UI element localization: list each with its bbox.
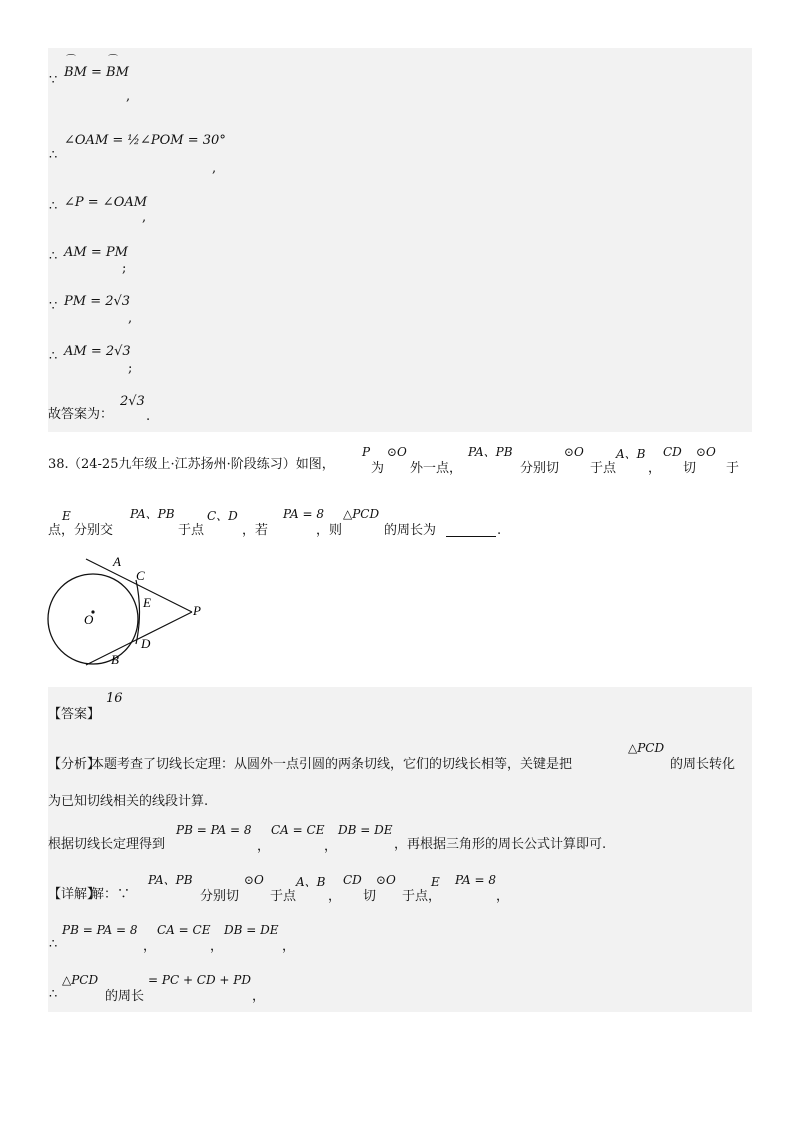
label-d: D — [141, 636, 151, 651]
detail2-pb-pa: PB = PA = 8 — [62, 923, 138, 937]
therefore-symbol: ∴ — [49, 349, 58, 364]
q-points-ab: A、B — [616, 447, 646, 461]
q-yudian-2: 于点 — [178, 523, 205, 538]
answer-tail: . — [146, 409, 151, 424]
line4-tail: ; — [122, 261, 127, 276]
detail-comma-1: ， — [328, 889, 342, 904]
q-pa-pb: PA、PB — [468, 445, 513, 459]
q-qie: 切 — [683, 461, 697, 476]
because-symbol: ∵ — [49, 73, 58, 88]
q-pa-pb-2: PA、PB — [130, 507, 175, 521]
detail-point-e: E — [431, 875, 440, 889]
label-a: A — [113, 554, 121, 569]
detail-pa-eq-8: PA = 8 — [455, 873, 496, 887]
analysis-comma-2: ， — [324, 839, 338, 854]
line5-tail: , — [128, 311, 133, 326]
analysis-comma-1: ， — [257, 839, 271, 854]
q-ze: ，则 — [316, 523, 343, 538]
arc-bm-2: B ⌒ M — [106, 55, 129, 80]
q-yu: 于 — [726, 461, 740, 476]
therefore-symbol: ∴ — [49, 249, 58, 264]
line6-tail: ; — [128, 361, 133, 376]
q-circle-o-3: ⊙O — [696, 445, 716, 459]
line3-tail: , — [142, 210, 147, 225]
label-c: C — [136, 568, 145, 583]
analysis-triangle-pcd: △PCD — [628, 741, 665, 755]
q-comma: ， — [648, 461, 662, 476]
detail-jie: 解：∵ — [91, 887, 131, 902]
question-source: （24-25九年级上·江苏扬州·阶段练习）如图， — [68, 457, 335, 472]
detail2-comma-3: ， — [282, 939, 296, 954]
question-number: 38. — [48, 457, 69, 472]
geometry-figure — [40, 552, 210, 672]
detail-yudian-2: 于点， — [402, 889, 442, 904]
q-end-period: . — [497, 523, 502, 538]
analysis-expr-pb-pa: PB = PA = 8 — [176, 823, 252, 837]
q-ruo: ，若 — [242, 523, 269, 538]
analysis-text-4: 根据切线长定理得到 — [48, 837, 166, 852]
detail-label: 【详解】 — [48, 887, 101, 902]
analysis-expr-ca-ce: CA = CE — [271, 823, 325, 837]
q-pa-eq-8: PA = 8 — [283, 507, 324, 521]
arc-equation — [64, 55, 129, 80]
detail-fenbieqie: 分别切 — [200, 889, 240, 904]
label-o: O — [84, 612, 94, 627]
analysis-label: 【分析】 — [48, 757, 101, 772]
detail-qie: 切 — [363, 889, 377, 904]
answer-label: 【答案】 — [48, 707, 101, 722]
q-waiyidian: 外一点， — [410, 461, 463, 476]
am-value-expression: AM = 2√3 — [64, 344, 131, 359]
equals-sign: = — [91, 65, 107, 80]
q-circle-o-1: ⊙O — [387, 445, 407, 459]
q-zhouchang: 的周长为 — [384, 523, 437, 538]
analysis-expr-db-de: DB = DE — [338, 823, 393, 837]
q-fenbieqie: 分别切 — [520, 461, 560, 476]
detail2-db-de: DB = DE — [224, 923, 279, 937]
detail3-de-zhouchang: 的周长 — [105, 989, 145, 1004]
angle-p-expression: ∠P = ∠OAM — [64, 195, 148, 210]
answer-block-value: 16 — [106, 691, 123, 706]
q-yudian: 于点 — [590, 461, 617, 476]
detail-cd: CD — [343, 873, 362, 887]
solution-panel-top — [48, 48, 752, 432]
q-circle-o-2: ⊙O — [564, 445, 584, 459]
answer-blank — [446, 536, 496, 537]
label-b: B — [111, 652, 119, 667]
angle-oam-expression: ∠OAM = ½∠POM = 30° — [64, 133, 226, 148]
am-pm-expression: AM = PM — [64, 245, 128, 260]
answer-value: 2√3 — [120, 394, 145, 409]
detail3-triangle-pcd: △PCD — [62, 973, 99, 987]
q-cd: CD — [663, 445, 682, 459]
detail-circle-o-2: ⊙O — [376, 873, 396, 887]
therefore-symbol: ∴ — [49, 148, 58, 163]
analysis-text-3: 为已知切线相关的线段计算. — [48, 794, 209, 809]
analysis-text-2: 的周长转化 — [670, 757, 736, 772]
q-point-p: P — [362, 445, 371, 459]
label-e: E — [143, 595, 151, 610]
detail2-ca-ce: CA = CE — [157, 923, 211, 937]
detail-points-ab: A、B — [296, 875, 326, 889]
arc-bm-1: B ⌒ M — [64, 55, 87, 80]
pm-value-expression: PM = 2√3 — [64, 294, 131, 309]
q-points-cd: C、D — [207, 509, 238, 523]
q-dian-fenbiejiao: 点，分别交 — [48, 523, 114, 538]
detail2-comma-1: ， — [143, 939, 157, 954]
detail-yudian: 于点 — [270, 889, 297, 904]
detail3-therefore: ∴ — [49, 987, 58, 1002]
answer-prefix: 故答案为： — [48, 407, 114, 422]
because-symbol: ∵ — [49, 299, 58, 314]
detail3-perimeter-expr: = PC + CD + PD — [148, 973, 251, 987]
detail-circle-o: ⊙O — [244, 873, 264, 887]
label-p: P — [193, 603, 201, 618]
detail2-therefore: ∴ — [49, 937, 58, 952]
line2-tail: , — [212, 161, 217, 176]
detail-pa-pb: PA、PB — [148, 873, 193, 887]
detail2-comma-2: ， — [210, 939, 224, 954]
q-triangle-pcd: △PCD — [343, 507, 380, 521]
q-wei: 为 — [371, 461, 385, 476]
q-point-e: E — [62, 509, 71, 523]
detail3-comma: ， — [252, 989, 266, 1004]
detail-comma-2: ， — [496, 889, 510, 904]
analysis-text-1: 本题考查了切线长定理：从圆外一点引圆的两条切线，它们的切线长相等，关键是把 — [91, 757, 573, 772]
analysis-text-5: ，再根据三角形的周长公式计算即可. — [394, 837, 607, 852]
therefore-symbol: ∴ — [49, 199, 58, 214]
line1-tail: , — [126, 89, 131, 104]
